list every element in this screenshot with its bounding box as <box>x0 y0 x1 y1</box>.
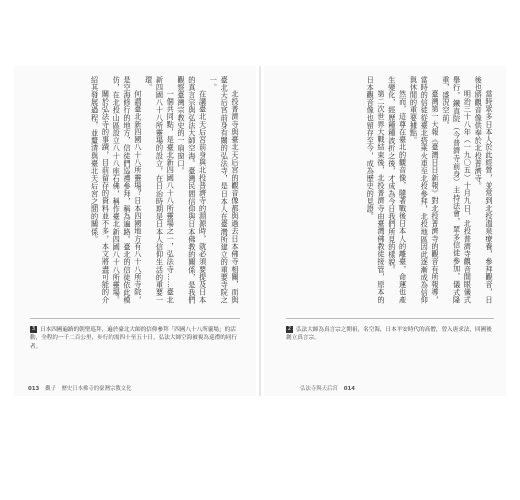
right-folio <box>300 384 355 392</box>
right-paragraph: 明治三十八年（一九〇五）十月九日，北投普濟寺觀音開眼儀式舉行，鐵真院（今普濟寺前身）主持法會，眾多信徒參加，儀式隆重，盛況空前。 <box>441 76 473 304</box>
right-paragraph: 臺灣第一大報《臺灣日日新報》對北投普濟寺的觀音有所報導，當時的信徒從臺北搭乘火車至北投參拜，北投地區因此逐漸成為信仰與休閒的重要據點。 <box>409 76 441 304</box>
right-paragraph: 當時眾多日本人於此經營，並常到北投溫泉療養，參拜觀音，日後也將觀音像供奉於北投普濟寺。 <box>474 76 494 304</box>
right-footnote-divider <box>286 318 494 319</box>
right-page-body <box>286 76 494 304</box>
left-footnote-divider <box>30 318 240 319</box>
right-running-head: 弘法寺與天后宮 <box>300 386 338 392</box>
right-footnote <box>286 326 494 343</box>
left-page-number: 013 <box>28 386 40 392</box>
footnote-number-badge: 3 <box>31 326 36 332</box>
left-paragraph: 在講臺北天后宮前身與北投普濟寺的淵源時，就必須要提及日本的真言宗與弘法大師空海。臺灣民間信仰與日本佛教的關係，是我們觀察臺灣宗教史的一扇窗口。 <box>177 76 208 304</box>
left-folio <box>28 384 132 392</box>
left-paragraph: 一個共同點，是臺北新四國八十八所靈場之一，弘法寺……臺北新四國八十八所靈場的設立，在日治時期是日本人信仰生活的重要一環。 <box>144 76 176 304</box>
book-gutter <box>259 66 261 396</box>
footnote-number-badge: 2 <box>287 326 292 332</box>
left-paragraph: 關於弘法寺的事蹟，目前留存的資料並不多，本文將盡可能的介紹其發展過程，並釐清與臺北天后宮之間的關係。 <box>90 76 111 304</box>
left-footnote <box>30 326 240 351</box>
left-paragraph: 北投普濟寺與臺北天后宮的觀音像都與過去日本佛寺相關，而與臺北天后宮前身有關的弘法寺，是日本人在臺灣所建立的重要寺院之一。 <box>209 76 240 304</box>
left-running-head: 觀子 歷史日本佛寺的臺灣宗教文化 <box>45 386 132 392</box>
right-page-number: 014 <box>343 386 356 392</box>
right-paragraph: 然而，這尊在臺北的觀音像，隨著戰後日本人的離臺，命運也產生變化，經歷種種波折之後，才成為今日我們所見的樣貌。 <box>387 76 408 304</box>
right-paragraph: 第二次世界大戰結束後，北投普濟寺由臺灣佛教徒接管，原本的日本觀音像也留存至今，成為歷史的見證。 <box>366 76 387 304</box>
footnote-text: 日本四國遍路的朝聖巡拜，遍於臺北大師的信仰參拜「四國八十八所靈場」的活動，全程約一千二百公里，步行約需四十至五十日，弘法大師空海被視為巡禮的同行者。 <box>30 327 237 350</box>
footnote-text: 弘法大師為真言宗之開祖，名空海，日本平安時代的高僧，曾入唐求法，回國後創立真言宗。 <box>286 327 492 342</box>
left-paragraph: 何謂臺北新四國八十八所靈場？日本四國地方有八十八所寺院，是空海修行的地方，信徒們巡禮參拜，稱為遍路。臺北的信徒依此模仿，在北投山區設立八十八座石佛，稱作臺北新四國八十八所靈場。 <box>112 76 143 304</box>
left-page-body <box>30 76 240 304</box>
